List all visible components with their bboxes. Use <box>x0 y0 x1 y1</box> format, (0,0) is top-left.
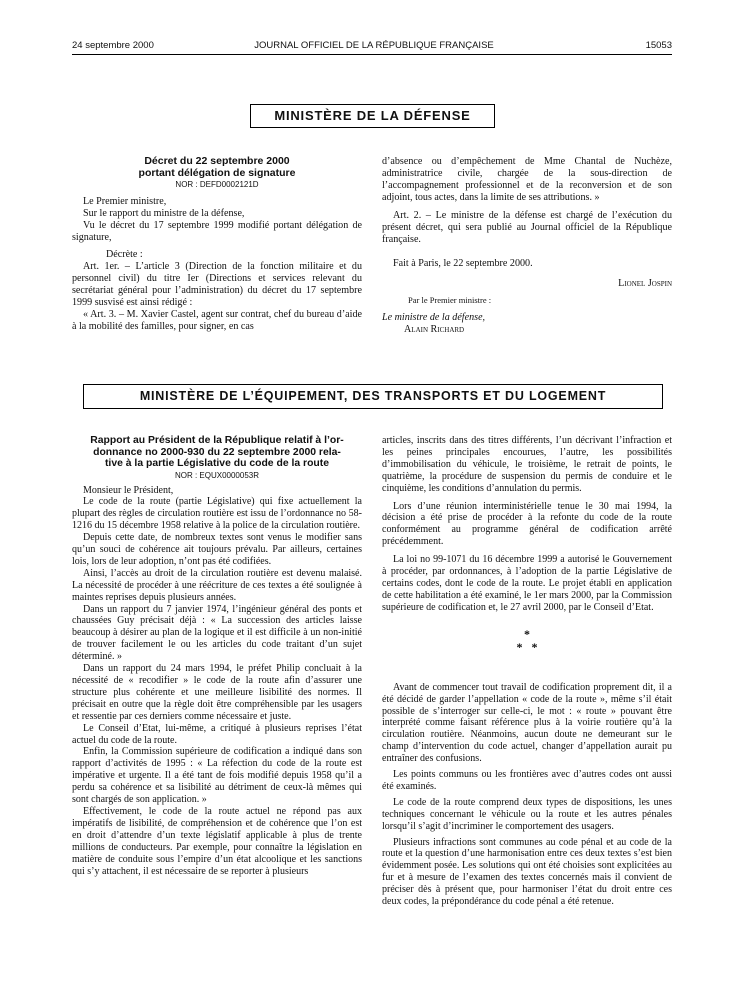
report-paragraph: Le Conseil d’Etat, lui-même, a critiqué à plusieurs reprises l’état actuel du code de la route. <box>72 722 362 746</box>
ministry-defense-banner: MINISTÈRE DE LA DÉFENSE <box>250 104 495 128</box>
report-paragraph: Le code de la route (partie Législative) qui fixe actuellement la plupart des règles de circulation routière est issu de l’ordonnance no 58-1216 du 15 décembre 1958 relative à la police de la circulation routière. <box>72 496 362 532</box>
report-paragraph: Dans un rapport du 24 mars 1994, le préfet Philip concluait à la nécessité de « recodifier » le code de la route afin d’assurer une structure plus cohérente et une meilleure lisibilité des normes. Il précisait en outre que la règle doit être compréhensible par les usagers et ressentie par ces derniers comme nécessaire et juste. <box>72 663 362 722</box>
section-separator-stars: * * * <box>516 626 538 654</box>
decree-paragraph: Le Premier ministre, <box>83 196 167 207</box>
report-paragraph: Le code de la route comprend deux types de dispositions, les unes techniques concernant le véhicule ou la route et les autres pénales lorsqu’il s’agit d’incriminer le comportement des usagers. <box>382 796 672 832</box>
decree-signoff-place: Fait à Paris, le 22 septembre 2000. <box>393 258 533 269</box>
report-paragraph: Dans un rapport du 7 janvier 1974, l’ingénieur général des ponts et chaussées Guy précisait déjà : « La succession des articles laisse beaucoup à désirer au plan de la logique et il est difficile à un non-initié de trouver facilement le ou les articles du code traitant d’un sujet déterminé. » <box>72 603 362 663</box>
report-paragraph: Les points communs ou les frontières avec d’autres codes ont aussi été examinés. <box>382 769 672 792</box>
decree-paragraph: Vu le décret du 17 septembre 1999 modifié portant délégation de signature, <box>72 220 362 243</box>
header-rule <box>72 54 672 55</box>
decree-signoff-by: Par le Premier ministre : <box>408 295 492 305</box>
decree-minister-title: Le ministre de la défense, <box>382 312 486 323</box>
report-paragraph: La loi no 99-1071 du 16 décembre 1999 a autorisé le Gouvernement à procéder, par ordonnances, à l’adoption de la partie Législative de certains codes, dont le code de la route. Le projet établi en application de cette habilitation a été examiné, le 1er mars 2000, par la Commission supérieure de codification et, le 27 avril 2000, par le Conseil d’Etat. <box>382 554 672 613</box>
report-paragraph: Depuis cette date, de nombreux textes sont venus le modifier sans qu’un souci de cohérence ait toujours prévalu. Par ailleurs, certaines lois, lors de leur adoption, n’ont pas été codifiées. <box>72 532 362 567</box>
decree-article-1: Art. 1er. – L’article 3 (Direction de la fonction militaire et du personnel civil) du titre Ier (Directions et services relevant du secrétariat général pour l’administration) du décret du 17 septembre 1999 susvisé est ainsi rédigé : <box>72 261 362 308</box>
report-paragraph: articles, inscrits dans des titres différents, l’un décrivant l’infraction et les peines principales encourues, l’autre, les possibilités d’immobilisation du véhicule, le troisième, le retrait de points, le quatrième, la procédure de suspension du permis de conduire et le cinquième, les conditions d’annulation du permis. <box>382 435 672 494</box>
report-paragraph: Avant de commencer tout travail de codification proprement dit, il a été décidé de garder l’appellation « code de la route », même s’il était possible de s’interroger sur celle-ci, le mot : « route » pouvant être interprété comme faisant référence plus à la voirie routière qu’à la circulation routière. Néanmoins, aucun doute ne demeurant sur le champ d’intervention du code actuel, changer d’appellation aurait pu entraîner des confusions. <box>382 681 672 765</box>
decree-decrete: Décrète : <box>106 249 143 260</box>
report-title: Rapport au Président de la République relatif à l’or- donnance no 2000-930 du 22 septembre 2000 rela- tive à la partie Législative du code de la route <box>90 435 344 469</box>
header-page-number: 15053 <box>645 40 672 51</box>
report-paragraph: Enfin, la Commission supérieure de codification a indiqué dans son rapport d’activités de 1995 : « La réfection du code de la route est impérative et urgente. Il a été tant de fois modifié depuis 1958 qu’il a perdu sa cohérence et sa lisibilité au détriment de ceux-là mêmes qui sont chargés de son application. » <box>72 746 362 806</box>
header-date: 24 septembre 2000 <box>72 40 154 51</box>
report-nor: NOR : EQUX0000053R <box>174 470 260 480</box>
ministry-equipment-banner: MINISTÈRE DE L’ÉQUIPEMENT, DES TRANSPORTS ET DU LOGEMENT <box>83 384 663 409</box>
report-paragraph: Plusieurs infractions sont communes au code pénal et au code de la route et la question d’une harmonisation entre ces deux textes s’est bien évidemment posée. Les solutions qui ont été choisies sont explicitées au fur et à mesure de l’examen des textes concernés mais il convient de préciser dès à présent que, pour harmoniser l’état du droit entre ces deux codes, la prépondérance du code pénal a été retenue. <box>382 836 672 908</box>
report-paragraph: Ainsi, l’accès au droit de la circulation routière est devenu malaisé. La nécessité de procéder à une réécriture de ces textes a été soulignée à maintes reprises depuis plusieurs années. <box>72 567 362 603</box>
decree-left-column <box>72 156 362 333</box>
decree-article-3: « Art. 3. – M. Xavier Castel, agent sur contrat, chef du bureau d’aide à la mobilité des familles, pour signer, en cas <box>72 309 362 332</box>
decree-paragraph: d’absence ou d’empêchement de Mme Chantal de Nuchèze, administratrice civile, chargée de la sous-direction de l’accompagnement professionnel et de la reconversion et de son adjoint, tous actes, dans la limite de ses attributions. » <box>382 156 672 203</box>
decree-right-column <box>382 156 672 336</box>
report-paragraph: Lors d’une réunion interministérielle tenue le 30 mai 1994, la décision a été prise de procéder à la refonte du code de la route conformément au programme général de codification arrêté précédemment. <box>382 500 672 548</box>
report-salutation: Monsieur le Président, <box>83 484 174 496</box>
report-right-column <box>382 435 672 908</box>
decree-minister-name: Alain Richard <box>404 324 465 335</box>
decree-signoff-pm: Lionel Jospin <box>618 278 672 289</box>
header-journal-title: JOURNAL OFFICIEL DE LA RÉPUBLIQUE FRANÇAISE <box>254 40 494 51</box>
decree-nor: NOR : DEFD0002121D <box>175 180 259 189</box>
report-left-column <box>72 435 362 877</box>
report-paragraph: Effectivement, le code de la route actuel ne répond pas aux impératifs de lisibilité, de compréhension et de cohérence que l’on est en droit d’attendre d’un texte législatif applicable à plus de trente millions de conducteurs. Par exemple, pour connaître la législation en matière de conduite sous l’empire d’un état alcoolique et les sanctions qui s’y attachent, il est nécessaire de se reporter à plusieurs <box>72 805 362 877</box>
decree-article-2: Art. 2. – Le ministre de la défense est chargé de l’exécution du présent décret, qui sera publié au Journal officiel de la République française. <box>382 210 672 245</box>
decree-title: Décret du 22 septembre 2000 portant délégation de signature <box>138 155 296 179</box>
decree-paragraph: Sur le rapport du ministre de la défense, <box>83 208 245 219</box>
